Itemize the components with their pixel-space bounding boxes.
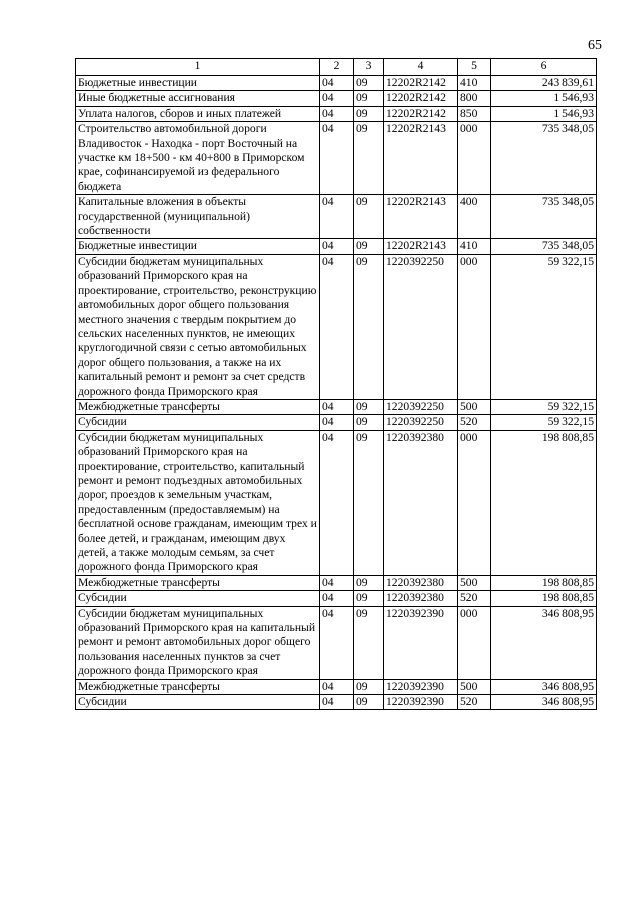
expense-type-cell: 410 <box>458 239 491 254</box>
section-code-cell: 04 <box>320 415 354 430</box>
header-cell: 4 <box>384 59 458 76</box>
header-cell: 1 <box>76 59 320 76</box>
amount-cell: 59 322,15 <box>491 415 597 430</box>
subsection-code-cell: 09 <box>354 591 384 606</box>
section-code-cell: 04 <box>320 430 354 575</box>
expense-type-cell: 000 <box>458 606 491 679</box>
table-row <box>76 76 597 91</box>
amount-cell: 346 808,95 <box>491 679 597 694</box>
subsection-code-cell: 09 <box>354 195 384 239</box>
table-row <box>76 239 597 254</box>
target-article-cell: 1220392250 <box>384 254 458 399</box>
row-name-cell: Субсидии бюджетам муниципальных образований Приморского края на капитальный ремонт и ремонт автомобильных дорог общего пользования населенных пунктов за счет дорожного фонда Приморского края <box>76 606 320 679</box>
header-cell: 3 <box>354 59 384 76</box>
section-code-cell: 04 <box>320 575 354 590</box>
expense-type-cell: 400 <box>458 195 491 239</box>
section-code-cell: 04 <box>320 254 354 399</box>
target-article-cell: 1220392380 <box>384 430 458 575</box>
row-name-cell: Межбюджетные трансферты <box>76 399 320 414</box>
amount-cell: 198 808,85 <box>491 430 597 575</box>
section-code-cell: 04 <box>320 695 354 710</box>
header-cell: 6 <box>491 59 597 76</box>
table-row <box>76 430 597 575</box>
table-row <box>76 254 597 399</box>
expense-type-cell: 000 <box>458 430 491 575</box>
table-row <box>76 591 597 606</box>
section-code-cell: 04 <box>320 399 354 414</box>
amount-cell: 735 348,05 <box>491 195 597 239</box>
amount-cell: 346 808,95 <box>491 606 597 679</box>
target-article-cell: 1220392390 <box>384 695 458 710</box>
target-article-cell: 12202R2143 <box>384 239 458 254</box>
expense-type-cell: 800 <box>458 91 491 106</box>
amount-cell: 198 808,85 <box>491 591 597 606</box>
target-article-cell: 1220392380 <box>384 575 458 590</box>
target-article-cell: 1220392250 <box>384 415 458 430</box>
section-code-cell: 04 <box>320 106 354 121</box>
amount-cell: 243 839,61 <box>491 76 597 91</box>
table-row <box>76 575 597 590</box>
table-row <box>76 415 597 430</box>
row-name-cell: Субсидии <box>76 591 320 606</box>
target-article-cell: 12202R2142 <box>384 76 458 91</box>
header-cell: 5 <box>458 59 491 76</box>
target-article-cell: 12202R2142 <box>384 91 458 106</box>
row-name-cell: Межбюджетные трансферты <box>76 679 320 694</box>
expense-type-cell: 410 <box>458 76 491 91</box>
section-code-cell: 04 <box>320 606 354 679</box>
amount-cell: 1 546,93 <box>491 91 597 106</box>
row-name-cell: Капитальные вложения в объекты государственной (муниципальной) собственности <box>76 195 320 239</box>
table-row <box>76 91 597 106</box>
target-article-cell: 1220392390 <box>384 606 458 679</box>
expense-type-cell: 520 <box>458 695 491 710</box>
subsection-code-cell: 09 <box>354 430 384 575</box>
table-row <box>76 606 597 679</box>
row-name-cell: Межбюджетные трансферты <box>76 575 320 590</box>
expense-type-cell: 000 <box>458 254 491 399</box>
target-article-cell: 12202R2143 <box>384 195 458 239</box>
page-number: 65 <box>588 38 602 53</box>
header-row <box>76 59 597 76</box>
row-name-cell: Строительство автомобильной дороги Владивосток - Находка - порт Восточный на участке км 18+500 - км 40+800 в Приморском крае, софинансируемой из федерального бюджета <box>76 122 320 195</box>
row-name-cell: Бюджетные инвестиции <box>76 239 320 254</box>
subsection-code-cell: 09 <box>354 695 384 710</box>
expense-type-cell: 500 <box>458 399 491 414</box>
table-row <box>76 399 597 414</box>
expense-type-cell: 000 <box>458 122 491 195</box>
target-article-cell: 1220392250 <box>384 399 458 414</box>
table-row <box>76 106 597 121</box>
row-name-cell: Субсидии <box>76 695 320 710</box>
amount-cell: 735 348,05 <box>491 239 597 254</box>
amount-cell: 59 322,15 <box>491 399 597 414</box>
section-code-cell: 04 <box>320 679 354 694</box>
expense-type-cell: 500 <box>458 575 491 590</box>
table-row <box>76 679 597 694</box>
table-row <box>76 695 597 710</box>
expense-type-cell: 500 <box>458 679 491 694</box>
amount-cell: 59 322,15 <box>491 254 597 399</box>
subsection-code-cell: 09 <box>354 679 384 694</box>
table-row <box>76 122 597 195</box>
amount-cell: 346 808,95 <box>491 695 597 710</box>
row-name-cell: Иные бюджетные ассигнования <box>76 91 320 106</box>
subsection-code-cell: 09 <box>354 415 384 430</box>
expense-type-cell: 520 <box>458 591 491 606</box>
row-name-cell: Бюджетные инвестиции <box>76 76 320 91</box>
amount-cell: 198 808,85 <box>491 575 597 590</box>
section-code-cell: 04 <box>320 591 354 606</box>
row-name-cell: Уплата налогов, сборов и иных платежей <box>76 106 320 121</box>
section-code-cell: 04 <box>320 122 354 195</box>
amount-cell: 735 348,05 <box>491 122 597 195</box>
section-code-cell: 04 <box>320 91 354 106</box>
row-name-cell: Субсидии <box>76 415 320 430</box>
expense-type-cell: 520 <box>458 415 491 430</box>
budget-table <box>75 58 597 710</box>
target-article-cell: 12202R2143 <box>384 122 458 195</box>
section-code-cell: 04 <box>320 195 354 239</box>
subsection-code-cell: 09 <box>354 239 384 254</box>
subsection-code-cell: 09 <box>354 106 384 121</box>
subsection-code-cell: 09 <box>354 575 384 590</box>
amount-cell: 1 546,93 <box>491 106 597 121</box>
subsection-code-cell: 09 <box>354 606 384 679</box>
header-cell: 2 <box>320 59 354 76</box>
subsection-code-cell: 09 <box>354 76 384 91</box>
row-name-cell: Субсидии бюджетам муниципальных образований Приморского края на проектирование, строительство, капитальный ремонт и ремонт подъездных автомобильных дорог, проездов к земельным участкам, предоставленным (предоставляемым) на бесплатной основе гражданам, имеющим трех и более детей, и гражданам, имеющим двух детей, а также молодым семьям, за счет дорожного фонда Приморского края <box>76 430 320 575</box>
table-row <box>76 195 597 239</box>
target-article-cell: 12202R2142 <box>384 106 458 121</box>
target-article-cell: 1220392390 <box>384 679 458 694</box>
section-code-cell: 04 <box>320 239 354 254</box>
expense-type-cell: 850 <box>458 106 491 121</box>
subsection-code-cell: 09 <box>354 122 384 195</box>
subsection-code-cell: 09 <box>354 399 384 414</box>
target-article-cell: 1220392380 <box>384 591 458 606</box>
subsection-code-cell: 09 <box>354 254 384 399</box>
row-name-cell: Субсидии бюджетам муниципальных образований Приморского края на проектирование, строительство, реконструкцию автомобильных дорог общего пользования местного значения с твердым покрытием до сельских населенных пунктов, не имеющих круглогодичной связи с сетью автомобильных дорог общего пользования, а также на их капитальный ремонт и ремонт за счет средств дорожного фонда Приморского края <box>76 254 320 399</box>
section-code-cell: 04 <box>320 76 354 91</box>
subsection-code-cell: 09 <box>354 91 384 106</box>
